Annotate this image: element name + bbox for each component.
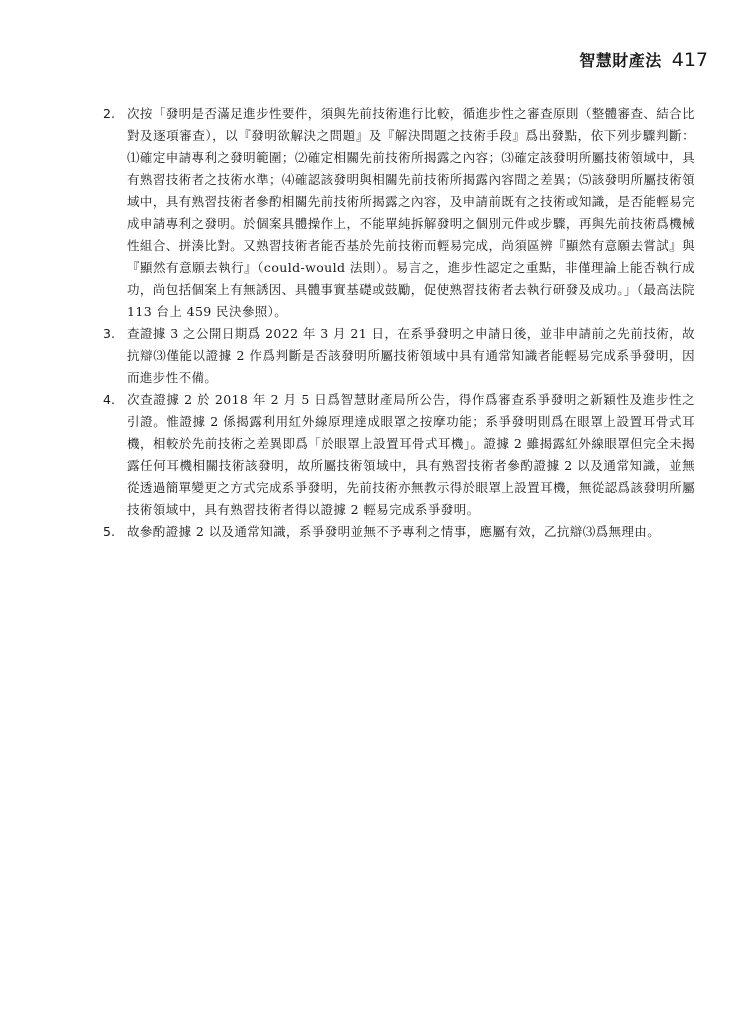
running-header xyxy=(579,48,708,71)
list-item-number: 5. xyxy=(103,524,115,539)
list-item-number: 4. xyxy=(103,392,115,407)
book-section-title: 智慧財產法 xyxy=(579,51,662,70)
list-item-text: 查證據 3 之公開日期爲 2022 年 3 月 21 日，在系爭發明之申請日後，並非申請前之先前技術，故抗辯⑶僅能以證據 2 作爲判斷是否該發明所屬技術領域中具有通常知識者能輕易完成系爭發明，因而進步性不備。 xyxy=(127,326,695,385)
list-item-text: 次查證據 2 於 2018 年 2 月 5 日爲智慧財產局所公告，得作爲審查系爭發明之新穎性及進步性之引證。惟證據 2 係揭露利用紅外線原理達成眼罩之按摩功能；系爭發明則爲在眼罩上設置耳骨式耳機，相較於先前技術之差異即爲「於眼罩上設置耳骨式耳機」。證據 2 雖揭露紅外線眼罩但完全未揭露任何耳機相關技術該發明，故所屬技術領域中，具有熟習技術者參酌證據 2 以及通常知識，並無從透過簡單變更之方式完成系爭發明，先前技術亦無教示得於眼罩上設置耳機，無從認爲該發明所屬技術領域中，具有熟習技術者得以證據 2 輕易完成系爭發明。 xyxy=(127,392,695,517)
page-number: 417 xyxy=(671,49,708,71)
argument-list xyxy=(103,103,695,543)
list-item-text: 故參酌證據 2 以及通常知識，系爭發明並無不予專利之情事，應屬有效，乙抗辯⑶爲無理由。 xyxy=(127,524,661,539)
list-item-number: 2. xyxy=(103,106,115,121)
list-item-number: 3. xyxy=(103,326,115,341)
list-item-3 xyxy=(103,323,695,389)
list-item-text: 次按「發明是否滿足進步性要件，須與先前技術進行比較，循進步性之審查原則（整體審查、結合比對及逐項審查），以『發明欲解決之問題』及『解決問題之技術手段』爲出發點，依下列步驟判斷：⑴確定申請專利之發明範圍；⑵確定相關先前技術所揭露之內容；⑶確定該發明所屬技術領域中，具有熟習技術者之技術水準；⑷確認該發明與相關先前技術所揭露內容間之差異；⑸該發明所屬技術領域中，具有熟習技術者參酌相關先前技術所揭露之內容，及申請前既有之技術或知識，是否能輕易完成申請專利之發明。於個案具體操作上，不能單純拆解發明之個別元件或步驟，再與先前技術爲機械性組合、拼湊比對。又熟習技術者能否基於先前技術而輕易完成，尚須區辨『顯然有意願去嘗試』與『顯然有意願去執行』（could-would 法則）。易言之，進步性認定之重點，非僅理論上能否執行成功，尚包括個案上有無誘因、具體事實基礎或鼓勵，促使熟習技術者去執行研發及成功。」（最高法院 113 台上 459 民決參照）。 xyxy=(127,106,696,319)
list-item-2 xyxy=(103,103,695,323)
list-item-5 xyxy=(103,521,695,543)
list-item-4 xyxy=(103,389,695,521)
